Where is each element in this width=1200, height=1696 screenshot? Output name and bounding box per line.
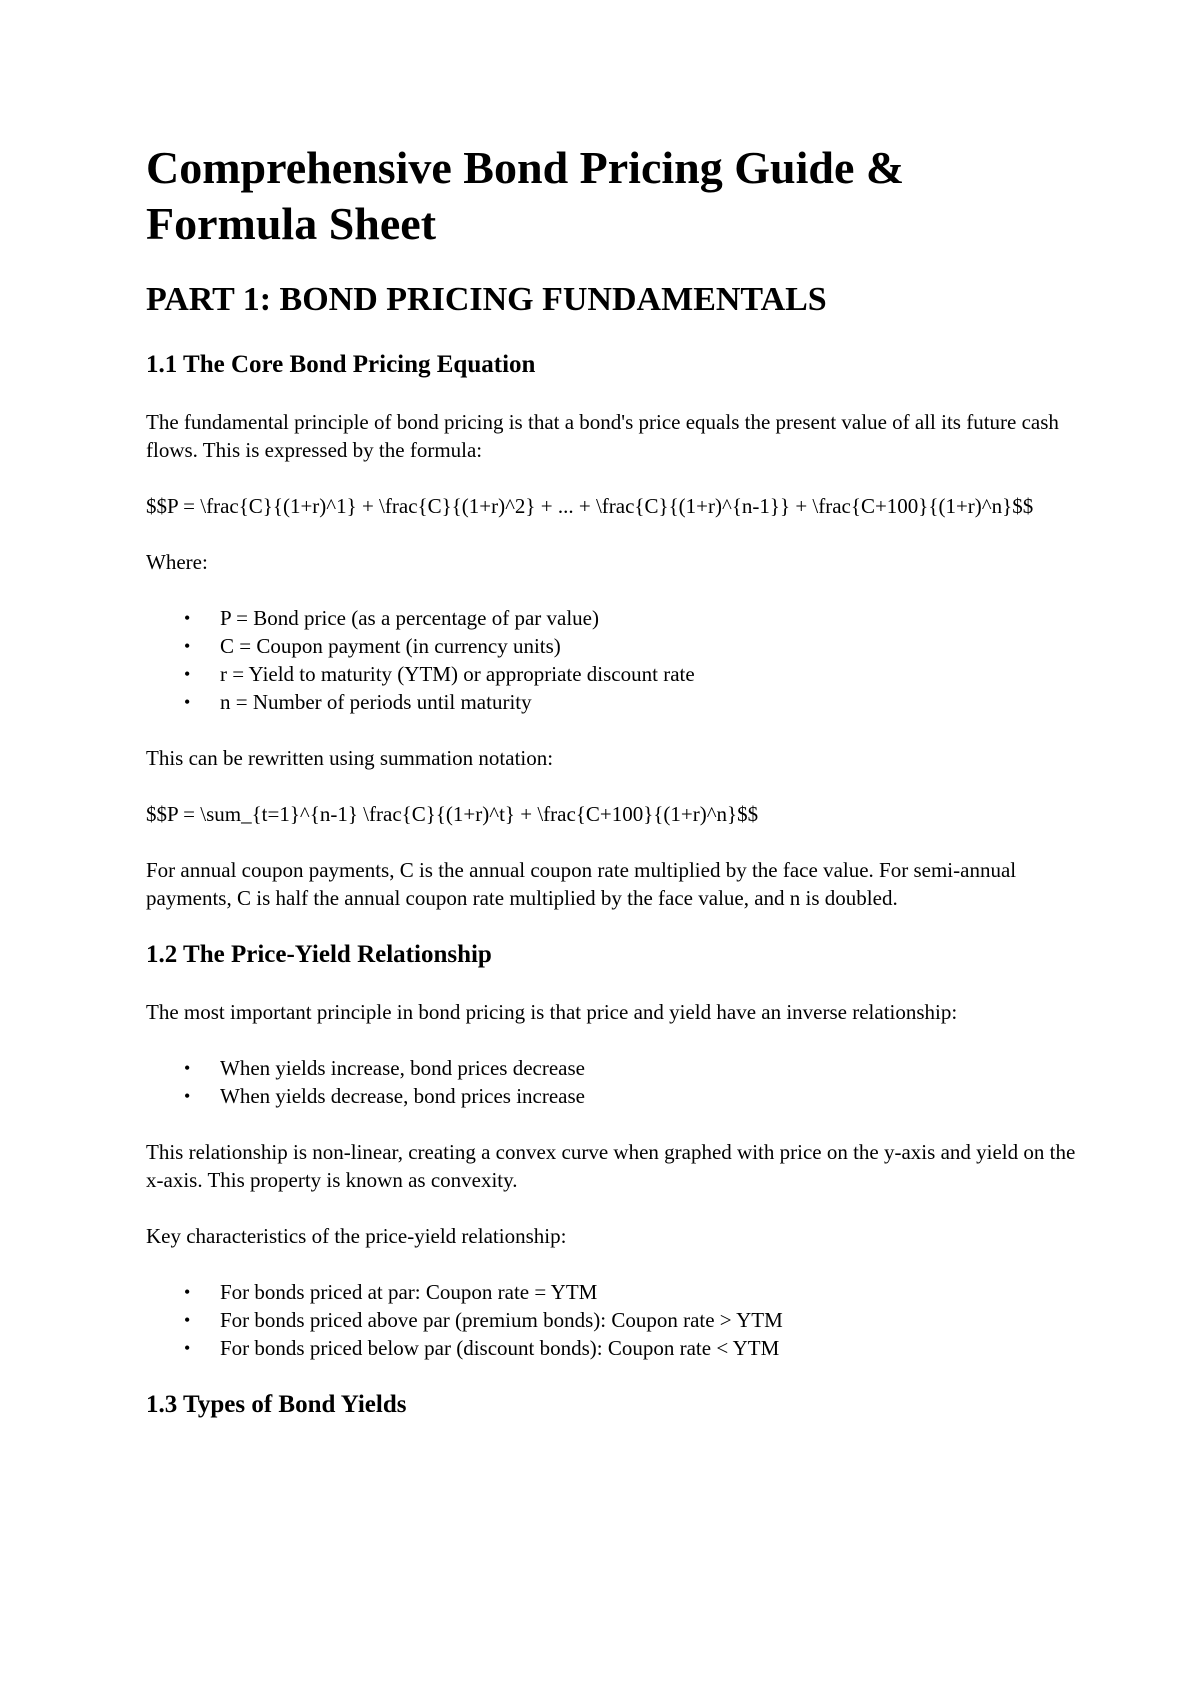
bullet-icon: • <box>184 1310 191 1330</box>
list-item: • When yields decrease, bond prices increase <box>184 1084 585 1108</box>
section-1-1-heading: 1.1 The Core Bond Pricing Equation <box>146 351 536 378</box>
inverse-relationship-list <box>146 1054 1076 1110</box>
bond-price-formula: $$P = \frac{C}{(1+r)^1} + \frac{C}{(1+r)^2} + ... + \frac{C}{(1+r)^{n-1}} + \frac{C+100}{(1+r)^n}$$ <box>146 494 1034 518</box>
list-item: • r = Yield to maturity (YTM) or appropriate discount rate <box>184 662 695 686</box>
where-label: Where: <box>146 550 208 574</box>
document-title: Comprehensive Bond Pricing Guide & Formula Sheet <box>146 142 905 249</box>
bullet-icon: • <box>184 1086 191 1106</box>
bullet-icon: • <box>184 1282 191 1302</box>
list-item: • When yields increase, bond prices decrease <box>184 1056 585 1080</box>
key-characteristics-intro: Key characteristics of the price-yield relationship: <box>146 1224 567 1248</box>
summation-formula: $$P = \sum_{t=1}^{n-1} \frac{C}{(1+r)^t} + \frac{C+100}{(1+r)^n}$$ <box>146 802 759 826</box>
section-1-3-heading: 1.3 Types of Bond Yields <box>146 1391 407 1418</box>
part-1-heading: PART 1: BOND PRICING FUNDAMENTALS <box>146 281 827 318</box>
list-item: • For bonds priced above par (premium bonds): Coupon rate > YTM <box>184 1308 783 1332</box>
summation-intro: This can be rewritten using summation notation: <box>146 746 554 770</box>
section-1-2-heading: 1.2 The Price-Yield Relationship <box>146 941 492 968</box>
bullet-icon: • <box>184 1058 191 1078</box>
bullet-icon: • <box>184 636 191 656</box>
list-item: • C = Coupon payment (in currency units) <box>184 634 561 658</box>
convexity-paragraph: This relationship is non-linear, creating a convex curve when graphed with price on the y-axis and yield on the x-axis. This property is known as convexity. <box>146 1140 1076 1192</box>
list-item: • P = Bond price (as a percentage of par value) <box>184 606 599 630</box>
list-item: • For bonds priced below par (discount bonds): Coupon rate < YTM <box>184 1336 780 1360</box>
document-page <box>146 140 1076 1448</box>
list-item: • For bonds priced at par: Coupon rate = YTM <box>184 1280 598 1304</box>
section-1-1-intro: The fundamental principle of bond pricing is that a bond's price equals the present value of all its future cash flows. This is expressed by the formula: <box>146 410 1059 462</box>
bullet-icon: • <box>184 664 191 684</box>
section-1-2-intro: The most important principle in bond pricing is that price and yield have an inverse relationship: <box>146 1000 958 1024</box>
key-characteristics-list <box>146 1278 1076 1362</box>
list-item: • n = Number of periods until maturity <box>184 690 532 714</box>
bullet-icon: • <box>184 608 191 628</box>
bullet-icon: • <box>184 692 191 712</box>
variable-definitions-list <box>146 604 1076 716</box>
coupon-frequency-note: For annual coupon payments, C is the annual coupon rate multiplied by the face value. For semi-annual payments, C is half the annual coupon rate multiplied by the face value, and n is doubled. <box>146 858 1017 910</box>
bullet-icon: • <box>184 1338 191 1358</box>
